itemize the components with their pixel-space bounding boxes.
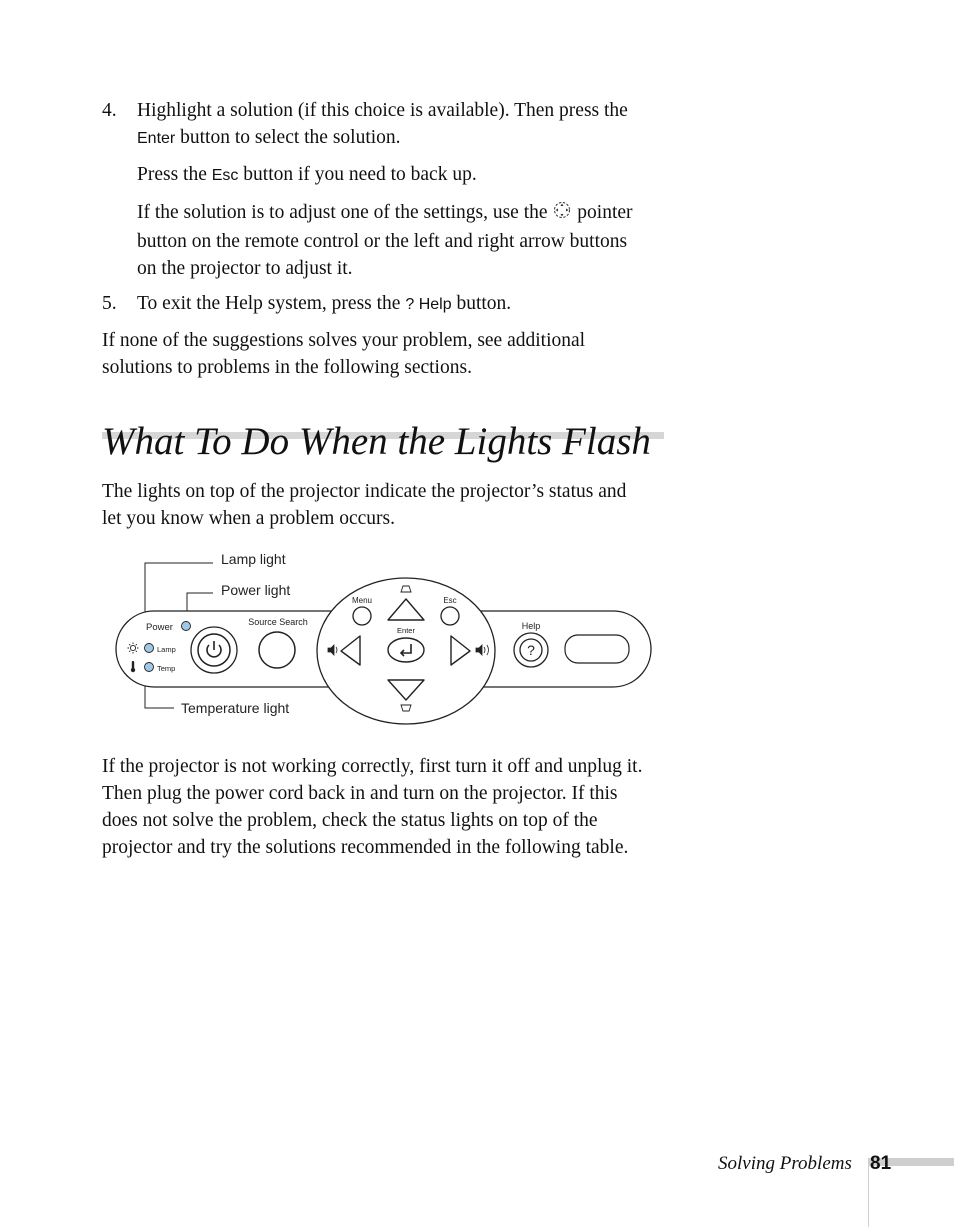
pointer-icon bbox=[552, 200, 572, 228]
esc-button bbox=[441, 607, 459, 625]
panel-label-temp: Temp bbox=[157, 664, 176, 673]
additional-solutions-paragraph bbox=[102, 327, 672, 381]
adjust-pre: If the solution is to adjust one of the settings, use the bbox=[137, 202, 553, 223]
para3-line-3: does not solve the problem, check the status lights on top of the bbox=[102, 810, 598, 831]
footer-section-title: Solving Problems bbox=[718, 1153, 852, 1174]
step-4-adjust-paragraph bbox=[137, 199, 677, 282]
power-light bbox=[182, 622, 191, 631]
para2-line-2: let you know when a problem occurs. bbox=[102, 508, 395, 529]
step-5-text bbox=[137, 290, 677, 318]
adjust-line-2: button on the remote control or the left and right arrow buttons bbox=[137, 230, 628, 252]
callout-power-light: Power light bbox=[221, 582, 291, 598]
help-question-icon: ? bbox=[527, 642, 535, 658]
page-number: 81 bbox=[870, 1153, 892, 1174]
lights-intro-paragraph bbox=[102, 478, 672, 532]
esc-key-label: Esc bbox=[211, 167, 239, 184]
para3-line-4: projector and try the solutions recommended in the following table. bbox=[102, 837, 629, 858]
help-post: button. bbox=[451, 293, 512, 314]
help-key-label: ? Help bbox=[405, 296, 452, 313]
help-pre: To exit the Help system, press the bbox=[137, 293, 406, 314]
enter-key-label: Enter bbox=[137, 130, 176, 147]
step-4-line-2-text: button to select the solution. bbox=[175, 127, 401, 148]
esc-post: button if you need to back up. bbox=[238, 164, 477, 185]
step-4-text bbox=[137, 97, 677, 152]
adjust-line-3: on the projector to adjust it. bbox=[137, 257, 353, 279]
footer-rule bbox=[868, 1166, 869, 1227]
adjust-post: pointer bbox=[572, 202, 633, 223]
para3-line-1: If the projector is not working correctly, first turn it off and unplug it. bbox=[102, 756, 643, 777]
panel-label-esc: Esc bbox=[443, 596, 457, 605]
lamp-light bbox=[145, 644, 154, 653]
panel-label-enter: Enter bbox=[397, 626, 415, 635]
para2-line-1: The lights on top of the projector indicate the projector’s status and bbox=[102, 481, 627, 502]
esc-pre: Press the bbox=[137, 164, 212, 185]
panel-label-source-search: Source Search bbox=[248, 617, 308, 627]
step-4-number: 4. bbox=[102, 100, 117, 121]
section-heading: What To Do When the Lights Flash bbox=[102, 420, 651, 463]
source-search-button bbox=[259, 632, 295, 668]
panel-label-lamp: Lamp bbox=[157, 645, 176, 654]
panel-label-help: Help bbox=[521, 621, 541, 631]
temp-light bbox=[145, 663, 154, 672]
control-panel-diagram bbox=[0, 540, 700, 740]
menu-button bbox=[353, 607, 371, 625]
para1-line-2: solutions to problems in the following sections. bbox=[102, 357, 472, 378]
para1-line-1: If none of the suggestions solves your problem, see additional bbox=[102, 330, 586, 351]
step-4-line-2 bbox=[137, 124, 677, 152]
step-5-number: 5. bbox=[102, 293, 117, 314]
para3-line-2: Then plug the power cord back in and turn on the projector. If this bbox=[102, 783, 618, 804]
troubleshooting-paragraph bbox=[102, 753, 702, 861]
enter-button bbox=[388, 638, 424, 662]
callout-temperature-light: Temperature light bbox=[181, 700, 290, 716]
ir-window bbox=[565, 635, 629, 663]
step-4-line-1: Highlight a solution (if this choice is available). Then press the bbox=[137, 100, 628, 121]
panel-label-menu: Menu bbox=[351, 596, 373, 605]
panel-label-power: Power bbox=[146, 622, 173, 633]
step-4-esc-paragraph bbox=[137, 161, 677, 189]
callout-lamp-light: Lamp light bbox=[221, 551, 286, 567]
